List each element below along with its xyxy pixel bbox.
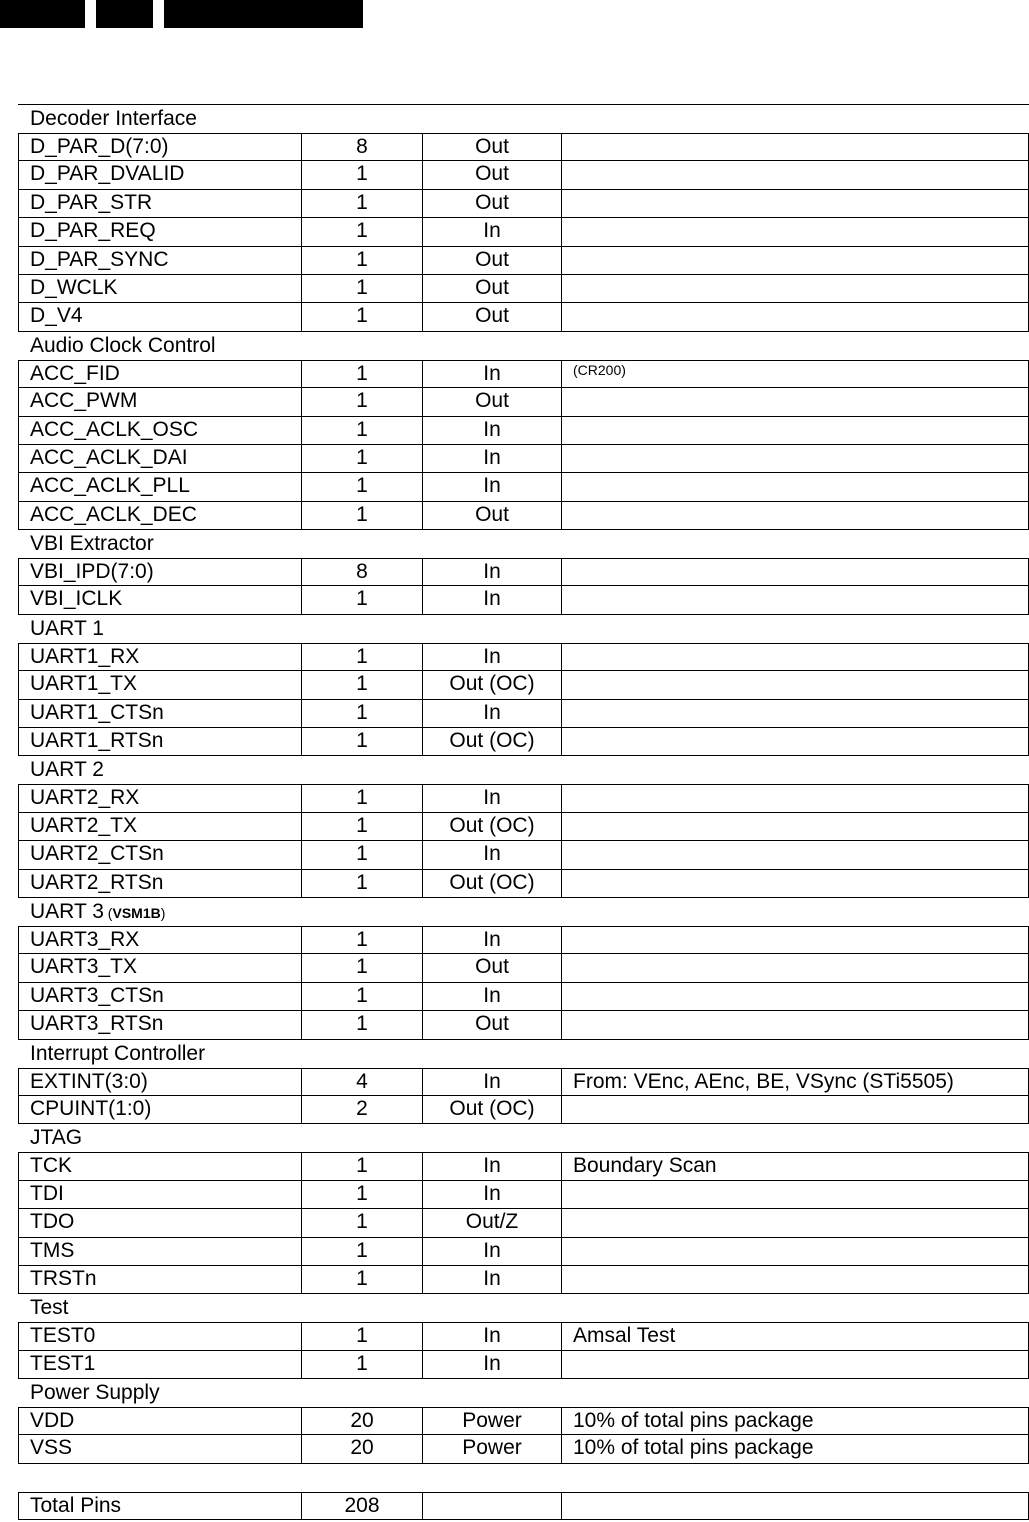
signal-name-cell: UART2_RTSn [30,870,164,894]
table-row [18,1351,1029,1379]
table-row [18,218,1029,246]
note-cell [561,671,1028,698]
group-rows [18,784,1029,898]
signal-name-cell: ACC_FID [30,361,120,385]
signal-name-cell: UART1_TX [30,672,137,696]
note-cell [561,728,1028,755]
note-cell [561,586,1028,613]
signal-name-cell: TMS [30,1238,75,1262]
direction-cell: Out [422,954,561,981]
signal-name-cell: UART3_RX [30,927,140,951]
pin-count-cell: 1 [301,361,422,387]
header-block-1 [0,0,85,28]
direction-cell: In [422,1238,561,1265]
direction-cell: Out (OC) [422,1096,561,1123]
table-row [18,586,1029,614]
group-title-text: Decoder Interface [30,107,197,130]
signal-name-cell: TDO [30,1210,75,1234]
note-cell [561,445,1028,472]
signal-name-cell: D_PAR_STR [30,190,153,214]
note-cell [561,954,1028,981]
table-row [18,1322,1029,1350]
note-cell [561,1096,1028,1123]
direction-cell: Out [422,502,561,529]
note-cell [561,813,1028,840]
note-cell [561,161,1028,188]
pin-count-cell: 20 [301,1408,422,1434]
header-block-3 [164,0,363,28]
signal-name-cell: UART3_CTSn [30,983,164,1007]
group-rows [18,1322,1029,1379]
direction-cell: In [422,1069,561,1095]
signal-name-cell: VDD [30,1409,75,1433]
group-title-text: Power Supply [30,1381,160,1405]
group-title-text: UART 3 [30,899,104,923]
note-cell [561,1011,1028,1038]
group-title [18,530,1029,558]
group-rows [18,1152,1029,1294]
pin-count-cell: 8 [301,559,422,585]
direction-cell: In [422,927,561,953]
group-title [18,1294,1029,1322]
pin-count-cell: 1 [301,1323,422,1349]
signal-name-cell: ACC_ACLK_OSC [30,417,199,441]
signal-name-cell: CPUINT(1:0) [30,1096,152,1120]
table-row [18,473,1029,501]
direction-cell: In [422,218,561,245]
signal-name-cell: VBI_ICLK [30,587,123,611]
group-title [18,332,1029,360]
note-cell [561,473,1028,500]
table-row [18,558,1029,586]
table-row [18,870,1029,898]
signal-name-cell: ACC_ACLK_DAI [30,445,188,469]
signal-name-cell: ACC_ACLK_DEC [30,502,197,526]
pin-count-cell: 20 [301,1435,422,1462]
table-row [18,954,1029,982]
pin-count-cell: 1 [301,785,422,811]
pin-count-cell: 1 [301,1266,422,1293]
signal-name-cell: ACC_PWM [30,389,138,413]
note-cell [561,983,1028,1010]
pin-count-cell: 1 [301,954,422,981]
direction-cell: In [422,445,561,472]
signal-name-cell: D_PAR_SYNC [30,247,169,271]
note-cell [561,303,1028,330]
direction-cell: In [422,361,561,387]
table-row [18,784,1029,812]
note-cell: Boundary Scan [561,1153,1028,1179]
group-title [18,1040,1029,1068]
group-rows [18,1407,1029,1464]
group-rows [18,643,1029,757]
signal-name-cell: UART1_RTSn [30,729,164,753]
pin-count-cell: 1 [301,841,422,868]
group-rows [18,926,1029,1040]
note-cell [561,841,1028,868]
pin-count-cell: 1 [301,1153,422,1179]
direction-cell: In [422,559,561,585]
direction-cell: Out [422,303,561,330]
table-row [18,1096,1029,1124]
direction-cell: In [422,1181,561,1208]
note-cell [561,134,1028,160]
direction-cell: Out (OC) [422,870,561,897]
table-row [18,841,1029,869]
pin-count-cell: 1 [301,303,422,330]
signal-name-cell: TDI [30,1181,64,1205]
direction-cell: In [422,785,561,811]
signal-name-cell: UART3_TX [30,955,137,979]
table-row [18,813,1029,841]
pin-count-cell: 4 [301,1069,422,1095]
pin-count-cell: 1 [301,190,422,217]
note-cell [561,927,1028,953]
table-row [18,1011,1029,1039]
pin-count-cell: 1 [301,644,422,670]
note-cell [561,218,1028,245]
pin-count-cell: 1 [301,1209,422,1236]
table-row [18,926,1029,954]
direction-cell: In [422,417,561,444]
group-title-text: VBI Extractor [30,532,154,556]
note-cell [561,559,1028,585]
signal-name-cell: ACC_ACLK_PLL [30,474,190,498]
pin-count-cell: 2 [301,1096,422,1123]
signal-name-cell: D_PAR_REQ [30,219,156,243]
table-row [18,643,1029,671]
group-title [18,898,1029,926]
note-cell: Amsal Test [561,1323,1028,1349]
direction-cell: In [422,473,561,500]
group-rows [18,1068,1029,1125]
direction-cell: Out (OC) [422,813,561,840]
group-title-text: Test [30,1296,69,1320]
signal-name-cell: D_PAR_D(7:0) [30,135,169,158]
direction-cell: In [422,1323,561,1349]
table-row [18,502,1029,530]
total-count-cell: 208 [301,1493,422,1519]
group-title [18,1124,1029,1152]
group-rows [18,133,1029,332]
group-title-text: JTAG [30,1126,83,1150]
total-row [18,1492,1029,1520]
direction-cell: In [422,644,561,670]
direction-cell: In [422,586,561,613]
signal-name-cell: UART2_CTSn [30,842,164,866]
table-row [18,360,1029,388]
pin-count-cell: 1 [301,1238,422,1265]
pin-count-cell: 1 [301,247,422,274]
direction-cell: Out (OC) [422,671,561,698]
table-row [18,303,1029,331]
table-row [18,1407,1029,1435]
direction-cell: Power [422,1408,561,1434]
direction-cell: Out/Z [422,1209,561,1236]
pin-count-cell: 1 [301,870,422,897]
table-row [18,275,1029,303]
pin-count-cell: 1 [301,502,422,529]
header-block-2 [96,0,153,28]
group-rows [18,558,1029,615]
table-row [18,1209,1029,1237]
pin-count-cell: 1 [301,586,422,613]
signal-name-cell: D_V4 [30,304,83,328]
note-cell: 10% of total pins package [561,1435,1028,1462]
direction-cell: Out [422,161,561,188]
direction-cell: In [422,1153,561,1179]
note-cell [561,870,1028,897]
note-cell [561,502,1028,529]
table-row [18,1435,1029,1463]
direction-cell: Out [422,388,561,415]
group-subtitle: (VSM1B) [103,904,166,921]
signal-name-cell: VBI_IPD(7:0) [30,560,154,584]
group-title [18,105,1029,133]
direction-cell: Power [422,1435,561,1462]
pin-count-cell: 1 [301,983,422,1010]
pin-table [18,105,1029,1520]
table-row [18,247,1029,275]
group-title-text: Interrupt Controller [30,1041,206,1065]
note-cell [561,1238,1028,1265]
note-cell [561,1209,1028,1236]
note-cell [561,700,1028,727]
table-row [18,1266,1029,1294]
total-dir-cell [422,1493,561,1519]
table-row [18,133,1029,161]
direction-cell: In [422,1351,561,1378]
group-title [18,756,1029,784]
pin-count-cell: 1 [301,388,422,415]
table-row [18,671,1029,699]
direction-cell: In [422,983,561,1010]
table-row [18,417,1029,445]
group-title [18,1379,1029,1407]
note-cell: (CR200) [561,361,1028,387]
direction-cell: Out (OC) [422,728,561,755]
direction-cell: Out [422,247,561,274]
table-row [18,161,1029,189]
pin-count-cell: 1 [301,1351,422,1378]
table-row [18,388,1029,416]
direction-cell: In [422,700,561,727]
signal-name-cell: TEST1 [30,1351,96,1375]
direction-cell: Out [422,1011,561,1038]
signal-name-cell: UART2_TX [30,813,137,837]
signal-name-cell: UART2_RX [30,786,140,810]
note-cell [561,247,1028,274]
pin-count-cell: 1 [301,700,422,727]
table-row [18,983,1029,1011]
table-row [18,1181,1029,1209]
note-cell [561,1181,1028,1208]
pin-count-cell: 1 [301,1181,422,1208]
signal-name-cell: D_WCLK [30,275,118,299]
direction-cell: Out [422,190,561,217]
note-cell [561,1266,1028,1293]
signal-name-cell: D_PAR_DVALID [30,162,185,186]
direction-cell: In [422,1266,561,1293]
table-row [18,190,1029,218]
pin-count-cell: 1 [301,473,422,500]
table-row [18,728,1029,756]
signal-name-cell: UART1_RX [30,644,140,668]
pin-count-cell: 1 [301,275,422,302]
signal-name-cell: TRSTn [30,1266,97,1290]
note-cell [561,275,1028,302]
spacer [18,1464,1029,1492]
direction-cell: In [422,841,561,868]
pin-count-cell: 1 [301,728,422,755]
table-row [18,1068,1029,1096]
group-title-text: UART 2 [30,758,104,782]
direction-cell: Out [422,275,561,302]
signal-name-cell: VSS [30,1436,73,1460]
pin-count-cell: 1 [301,671,422,698]
table-row [18,445,1029,473]
total-note-cell [561,1493,1028,1519]
pin-count-cell: 1 [301,161,422,188]
table-row [18,1152,1029,1180]
pin-count-cell: 1 [301,417,422,444]
note-cell [561,417,1028,444]
note-cell [561,1351,1028,1378]
table-row [18,700,1029,728]
group-rows [18,360,1029,530]
note-cell [561,190,1028,217]
pin-count-cell: 1 [301,813,422,840]
note-cell [561,644,1028,670]
signal-name-cell: TCK [30,1154,72,1178]
total-label-cell: Total Pins [30,1493,122,1517]
group-title-text: Audio Clock Control [30,333,216,357]
table-row [18,1238,1029,1266]
note-cell: From: VEnc, AEnc, BE, VSync (STi5505) [561,1069,1028,1095]
signal-name-cell: UART3_RTSn [30,1012,164,1036]
signal-name-cell: EXTINT(3:0) [30,1069,148,1093]
group-subtitle-text: VSM1B [112,904,161,921]
group-title-text: UART 1 [30,616,104,640]
note-cell: 10% of total pins package [561,1408,1028,1434]
note-cell [561,388,1028,415]
group-title [18,615,1029,643]
direction-cell: Out [422,134,561,160]
pin-count-cell: 1 [301,927,422,953]
pin-count-cell: 1 [301,445,422,472]
note-cell [561,785,1028,811]
pin-count-cell: 1 [301,218,422,245]
signal-name-cell: UART1_CTSn [30,700,164,724]
signal-name-cell: TEST0 [30,1324,96,1348]
pin-count-cell: 8 [301,134,422,160]
pin-count-cell: 1 [301,1011,422,1038]
